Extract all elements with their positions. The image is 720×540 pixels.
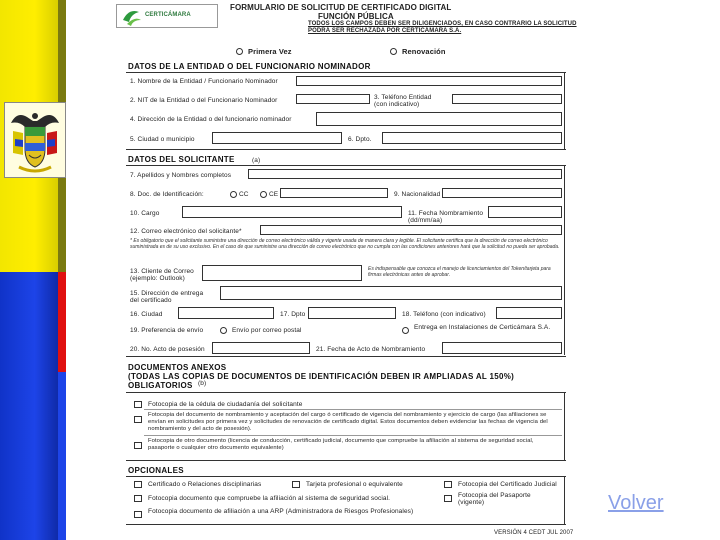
entity-nit-input[interactable]: [296, 94, 370, 104]
field-12-label: 12. Correo electrónico del solicitante*: [130, 228, 242, 235]
annex-item: Fotocopia de otro documento (licencia de conducción, certificado judicial, documento que compruebe la afiliación al sistema de seguridad social, pasaporte o cualquier otro documento equivalente): [148, 438, 534, 451]
field-10-label: 10. Cargo: [130, 210, 160, 217]
delivery-city-input[interactable]: [178, 307, 274, 319]
field-2-label: 2. NIT de la Entidad o del Funcionario Nominador: [130, 97, 278, 104]
field-3-label: 3. Teléfono Entidad: [374, 94, 432, 101]
mail-client-note: Es indispensable que conozca el manejo de licenciamientos del Token/tarjeta para firmas electrónicas antes de aprobar.: [368, 266, 551, 278]
divider: [126, 165, 566, 166]
possession-number-input[interactable]: [212, 342, 310, 354]
divider: [126, 460, 566, 461]
field-4-label: 4. Dirección de la Entidad o del funcionario nominador: [130, 116, 292, 123]
form-document: [112, 0, 592, 540]
email-input[interactable]: [260, 225, 562, 235]
entity-dept-input[interactable]: [382, 132, 562, 144]
field-18-label: 18. Teléfono (con indicativo): [402, 311, 486, 318]
blue-stripe-lower: [58, 372, 66, 540]
annex-heading-note: (b): [198, 380, 207, 387]
form-title: FORMULARIO DE SOLICITUD DE CERTIFICADO DIGITAL: [230, 3, 452, 12]
divider: [564, 72, 565, 150]
annex-heading-1: DOCUMENTOS ANEXOS: [128, 363, 227, 372]
field-8-label: 8. Doc. de Identificación:: [130, 191, 204, 198]
doc-ce-radio[interactable]: [260, 191, 267, 198]
field-13-label: 13. Cliente de Correo: [130, 268, 194, 275]
field-13-sublabel: (ejemplo: Outlook): [130, 275, 185, 282]
applicant-section-note: (a): [252, 157, 261, 164]
optional-checkbox[interactable]: [134, 481, 142, 488]
office-delivery-label: Entrega en Instalaciones de Certicámara S.A.: [414, 324, 551, 331]
annex-item: Fotocopia del documento de nombramiento y aceptación del cargo ó certificado de vigencia del nombramiento y ejercicio de cargo (las afiliaciones se envían en solicitudes por primera vez y solicitudes de renovación de certificado digital. Estos documentos deben evidenciar las fechas de vigencia del nombramiento y del acto de posesión).: [148, 412, 548, 432]
optional-item: Fotocopia del Pasaporte (vigente): [458, 492, 531, 506]
email-note: * Es obligatorio que el solicitante suministre una dirección de correo electrónico válida y vigente usada de manera clara y legible. El solicitante certifica que la dirección de correo electrónico suministrada es de su uso exclusivo. En el caso de que suministre una dirección de correo electrónico que no cumpla con las condiciones anteriores hará que la solicitud no pueda ser aprobada.: [130, 238, 560, 250]
appointment-act-date-input[interactable]: [442, 342, 562, 354]
optional-checkbox[interactable]: [292, 481, 300, 488]
divider: [144, 435, 562, 436]
appointment-date-input[interactable]: [488, 206, 562, 218]
coat-of-arms-icon: [5, 103, 65, 177]
nationality-input[interactable]: [442, 188, 562, 198]
renewal-radio[interactable]: [390, 48, 397, 55]
divider: [564, 165, 565, 355]
annex-checkbox[interactable]: [134, 401, 142, 408]
field-6-label: 6. Dpto.: [348, 136, 372, 143]
postal-delivery-radio[interactable]: [220, 327, 227, 334]
doc-ce-label: CE: [269, 191, 279, 198]
field-3-sublabel: (con indicativo): [374, 101, 420, 108]
annex-heading-3: OBLIGATORIOS: [128, 381, 193, 390]
field-9-label: 9. Nacionalidad: [394, 191, 441, 198]
first-time-label: Primera Vez: [248, 47, 292, 56]
optional-checkbox[interactable]: [134, 511, 142, 518]
entity-city-input[interactable]: [212, 132, 342, 144]
divider: [564, 392, 565, 460]
optional-item: Fotocopia del Certificado Judicial: [458, 481, 557, 488]
postal-delivery-label: Envío por correo postal: [232, 327, 302, 334]
form-subtitle: FUNCIÓN PÚBLICA: [318, 12, 394, 21]
field-15-label: 15. Dirección de entrega: [130, 290, 204, 297]
field-19-label: 19. Preferencia de envío: [130, 327, 204, 334]
divider: [126, 476, 566, 477]
divider: [126, 356, 566, 357]
first-time-radio[interactable]: [236, 48, 243, 55]
logo-text: CERTICÁMARA: [145, 12, 191, 18]
field-21-label: 21. Fecha de Acto de Nombramiento: [316, 346, 426, 353]
delivery-address-input[interactable]: [220, 286, 562, 300]
divider: [126, 149, 566, 150]
form-note-1: TODOS LOS CAMPOS DEBEN SER DILIGENCIADOS, EN CASO CONTRARIO LA SOLICITUD: [308, 21, 577, 27]
delivery-phone-input[interactable]: [496, 307, 562, 319]
applicant-section-heading: DATOS DEL SOLICITANTE: [128, 155, 235, 164]
applicant-name-input[interactable]: [248, 169, 562, 179]
position-input[interactable]: [182, 206, 402, 218]
red-stripe: [58, 272, 66, 372]
coat-of-arms: [4, 102, 66, 178]
optional-item: Fotocopia documento de afiliación a una ARP (Administradora de Riesgos Profesionales): [148, 508, 414, 515]
optional-item: Certificado o Relaciones disciplinarias: [148, 481, 262, 488]
optional-checkbox[interactable]: [444, 495, 452, 502]
field-11-sublabel: (dd/mm/aa): [408, 217, 443, 224]
field-16-label: 16. Ciudad: [130, 311, 163, 318]
divider: [126, 524, 566, 525]
delivery-dept-input[interactable]: [308, 307, 396, 319]
renewal-label: Renovación: [402, 47, 446, 56]
version-label: VERSIÓN 4 CEDT JUL 2007: [494, 530, 574, 536]
divider: [144, 409, 562, 410]
field-7-label: 7. Apellidos y Nombres completos: [130, 172, 232, 179]
annex-checkbox[interactable]: [134, 442, 142, 449]
logo: [116, 4, 218, 28]
optional-checkbox[interactable]: [134, 495, 142, 502]
doc-cc-label: CC: [239, 191, 249, 198]
field-20-label: 20. No. Acto de posesión: [130, 346, 205, 353]
entity-name-input[interactable]: [296, 76, 562, 86]
field-15-sublabel: del certificado: [130, 297, 172, 304]
doc-number-input[interactable]: [280, 188, 388, 198]
office-delivery-radio[interactable]: [402, 327, 409, 334]
divider: [126, 392, 566, 393]
back-link[interactable]: Volver: [608, 492, 664, 514]
optional-checkbox[interactable]: [444, 481, 452, 488]
form-note-2: PODRÁ SER RECHAZADA POR CERTICÁMARA S.A.: [308, 28, 462, 34]
entity-address-input[interactable]: [316, 112, 562, 126]
divider: [126, 72, 566, 73]
mail-client-input[interactable]: [202, 265, 362, 281]
blue-stripe: [0, 272, 58, 540]
optional-section-heading: OPCIONALES: [128, 466, 184, 475]
annex-item: Fotocopia de la cédula de ciudadanía del solicitante: [148, 401, 303, 408]
entity-phone-input[interactable]: [452, 94, 562, 104]
field-11-label: 11. Fecha Nombramiento: [408, 210, 484, 217]
annex-heading-2: (TODAS LAS COPIAS DE DOCUMENTOS DE IDENTIFICACIÓN DEBEN IR AMPLIADAS AL 150%): [128, 372, 515, 381]
doc-cc-radio[interactable]: [230, 191, 237, 198]
field-1-label: 1. Nombre de la Entidad / Funcionario Nominador: [130, 78, 278, 85]
divider: [564, 476, 565, 524]
annex-checkbox[interactable]: [134, 416, 142, 423]
logo-icon: [119, 6, 143, 28]
entity-section-heading: DATOS DE LA ENTIDAD O DEL FUNCIONARIO NOMINADOR: [128, 62, 371, 71]
field-17-label: 17. Dpto: [280, 311, 306, 318]
field-5-label: 5. Ciudad o municipio: [130, 136, 195, 143]
optional-item: Tarjeta profesional o equivalente: [306, 481, 403, 488]
optional-item: Fotocopia documento que compruebe la afiliación al sistema de seguridad social.: [148, 495, 391, 502]
